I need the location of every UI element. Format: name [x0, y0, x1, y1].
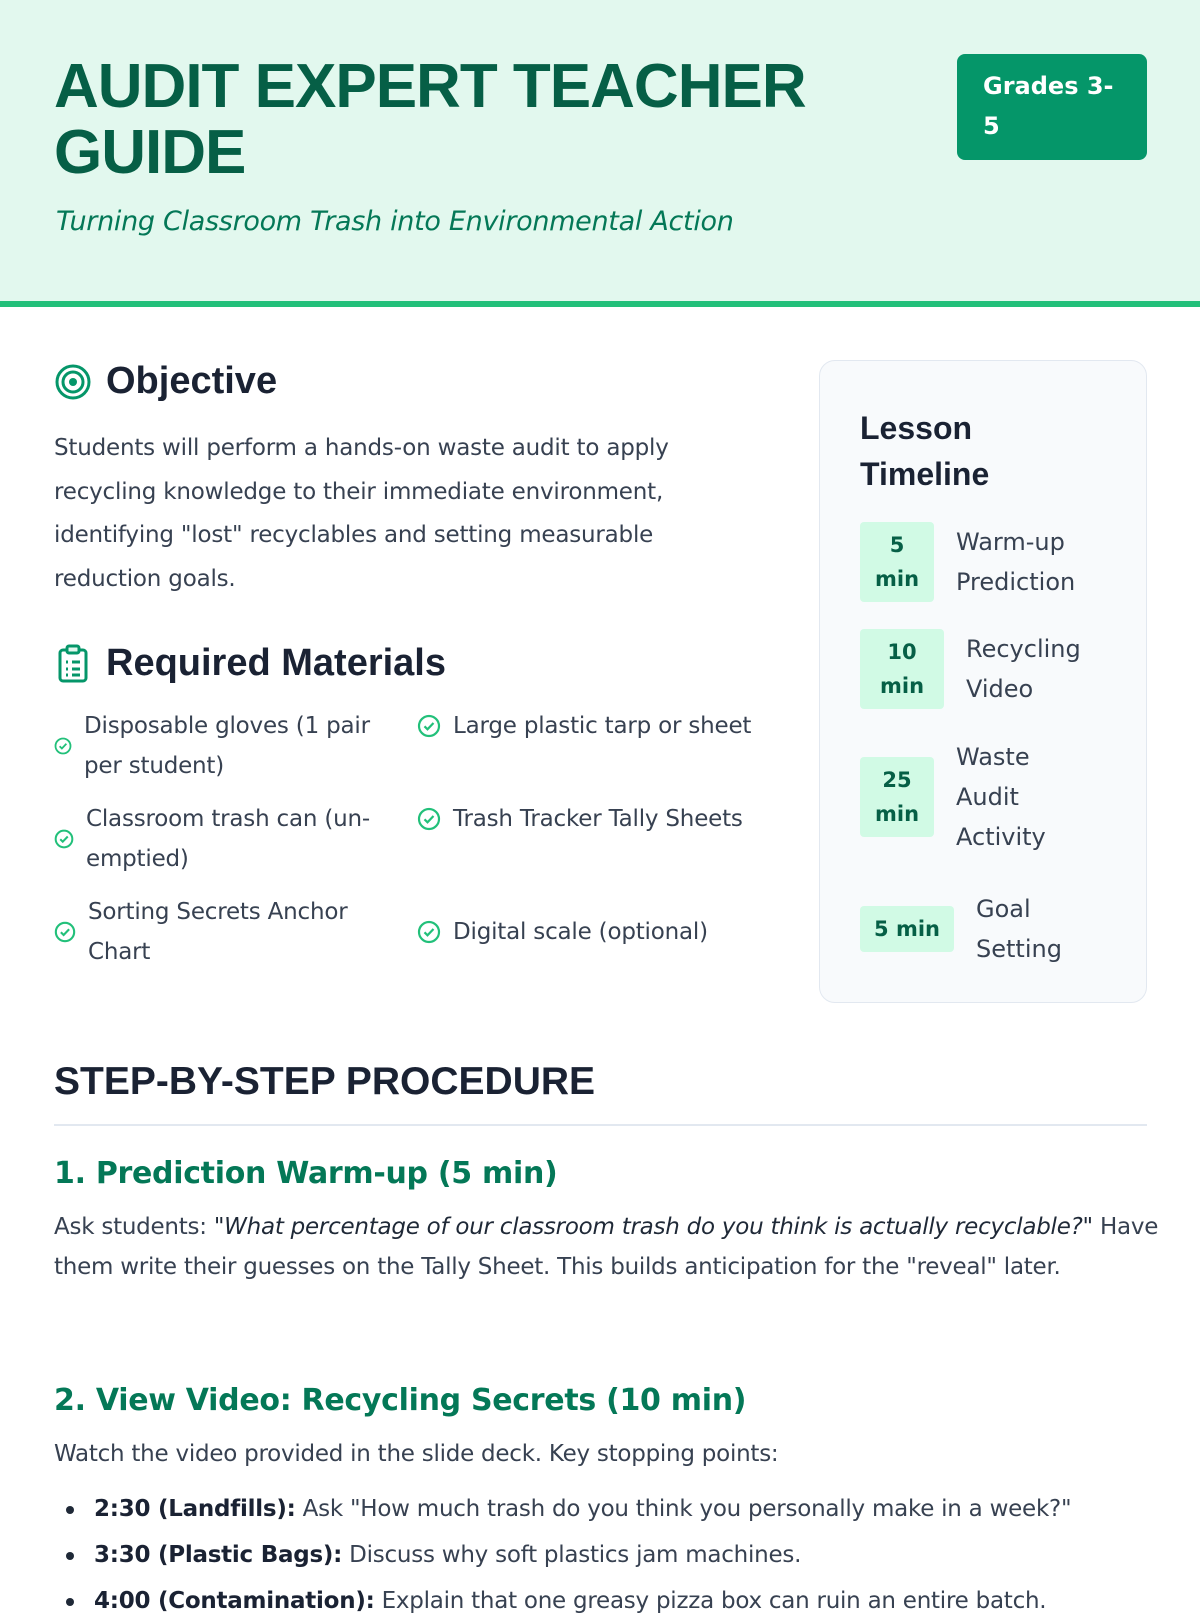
list-item [417, 799, 757, 839]
duration-badge: 5 min [860, 522, 934, 602]
materials-heading [54, 642, 446, 685]
clipboard-icon [54, 644, 92, 684]
step-2-text: Watch the video provided in the slide deck. Key stopping points: [54, 1441, 779, 1467]
page-subtitle: Turning Classroom Trash into Environmental Action [56, 206, 734, 237]
material-label: Disposable gloves (1 pair per student) [84, 713, 370, 779]
list-item [54, 1486, 1174, 1532]
list-item [417, 706, 757, 746]
timeline-label: Goal Setting [976, 895, 1062, 963]
timeline-label: Warm-up Prediction [956, 528, 1076, 596]
step-1-lead: Ask students: [54, 1214, 214, 1240]
timeline-item [860, 889, 1086, 969]
bullet-label: 4:00 (Contamination): [94, 1588, 375, 1614]
objective-text: Students will perform a hands-on waste audit to apply recycling knowledge to their immediate environment, identifying "lost" recyclables and setting measurable reduction goals. [54, 435, 669, 592]
target-icon [54, 363, 92, 401]
timeline-label: Waste Audit Activity [956, 743, 1046, 851]
duration-badge: 10 min [860, 629, 944, 709]
list-item [54, 799, 404, 879]
check-circle-icon [417, 920, 441, 944]
check-circle-icon [54, 921, 76, 943]
procedure-title: STEP-BY-STEP PROCEDURE [54, 1060, 596, 1103]
timeline-title: Lesson Timeline [860, 410, 990, 492]
step-1-text [54, 1207, 1164, 1287]
step-1-body: Have them write their guesses on the Tally Sheet. This builds anticipation for the "reveal" later. [54, 1214, 1159, 1280]
timeline-item [860, 629, 1106, 709]
list-item [54, 892, 404, 972]
list-item [54, 1578, 1174, 1624]
check-circle-icon [54, 829, 74, 849]
check-circle-icon [417, 714, 441, 738]
divider [54, 1124, 1147, 1126]
step-1-title: 1. Prediction Warm-up (5 min) [54, 1156, 558, 1191]
bullet-text: Discuss why soft plastics jam machines. [342, 1542, 802, 1568]
bullet-label: 3:30 (Plastic Bags): [94, 1542, 343, 1568]
material-label: Digital scale (optional) [453, 919, 708, 945]
material-label: Classroom trash can (un-emptied) [86, 806, 371, 872]
timeline-label: Recycling Video [966, 635, 1081, 703]
materials-heading-label: Required Materials [106, 642, 446, 684]
material-label: Large plastic tarp or sheet [453, 713, 752, 739]
step-2-bullets [54, 1486, 1174, 1624]
objective-heading-label: Objective [106, 360, 278, 402]
objective-heading [54, 360, 277, 403]
list-item [54, 1532, 1174, 1578]
material-label: Trash Tracker Tally Sheets [453, 806, 743, 832]
material-label: Sorting Secrets Anchor Chart [88, 899, 348, 965]
timeline-item [860, 522, 1096, 602]
grade-badge: Grades 3-5 [957, 54, 1147, 160]
check-circle-icon [417, 807, 441, 831]
bullet-text: Explain that one greasy pizza box can ruin an entire batch. [374, 1588, 1047, 1614]
duration-badge: 25 min [860, 757, 934, 837]
bullet-text: Ask "How much trash do you think you personally make in a week?" [295, 1496, 1072, 1522]
list-item [54, 706, 404, 786]
bullet-label: 2:30 (Landfills): [94, 1496, 296, 1522]
lesson-timeline-card [819, 360, 1147, 1003]
duration-badge: 5 min [860, 906, 954, 952]
list-item [417, 892, 777, 972]
timeline-item [860, 737, 1066, 857]
page-title: AUDIT EXPERT TEACHER GUIDE [54, 52, 806, 187]
step-1-question: "What percentage of our classroom trash do you think is actually recyclable?" [213, 1214, 1093, 1240]
step-2-title: 2. View Video: Recycling Secrets (10 min) [54, 1383, 747, 1418]
header-banner [0, 0, 1200, 307]
check-circle-icon [54, 737, 72, 755]
